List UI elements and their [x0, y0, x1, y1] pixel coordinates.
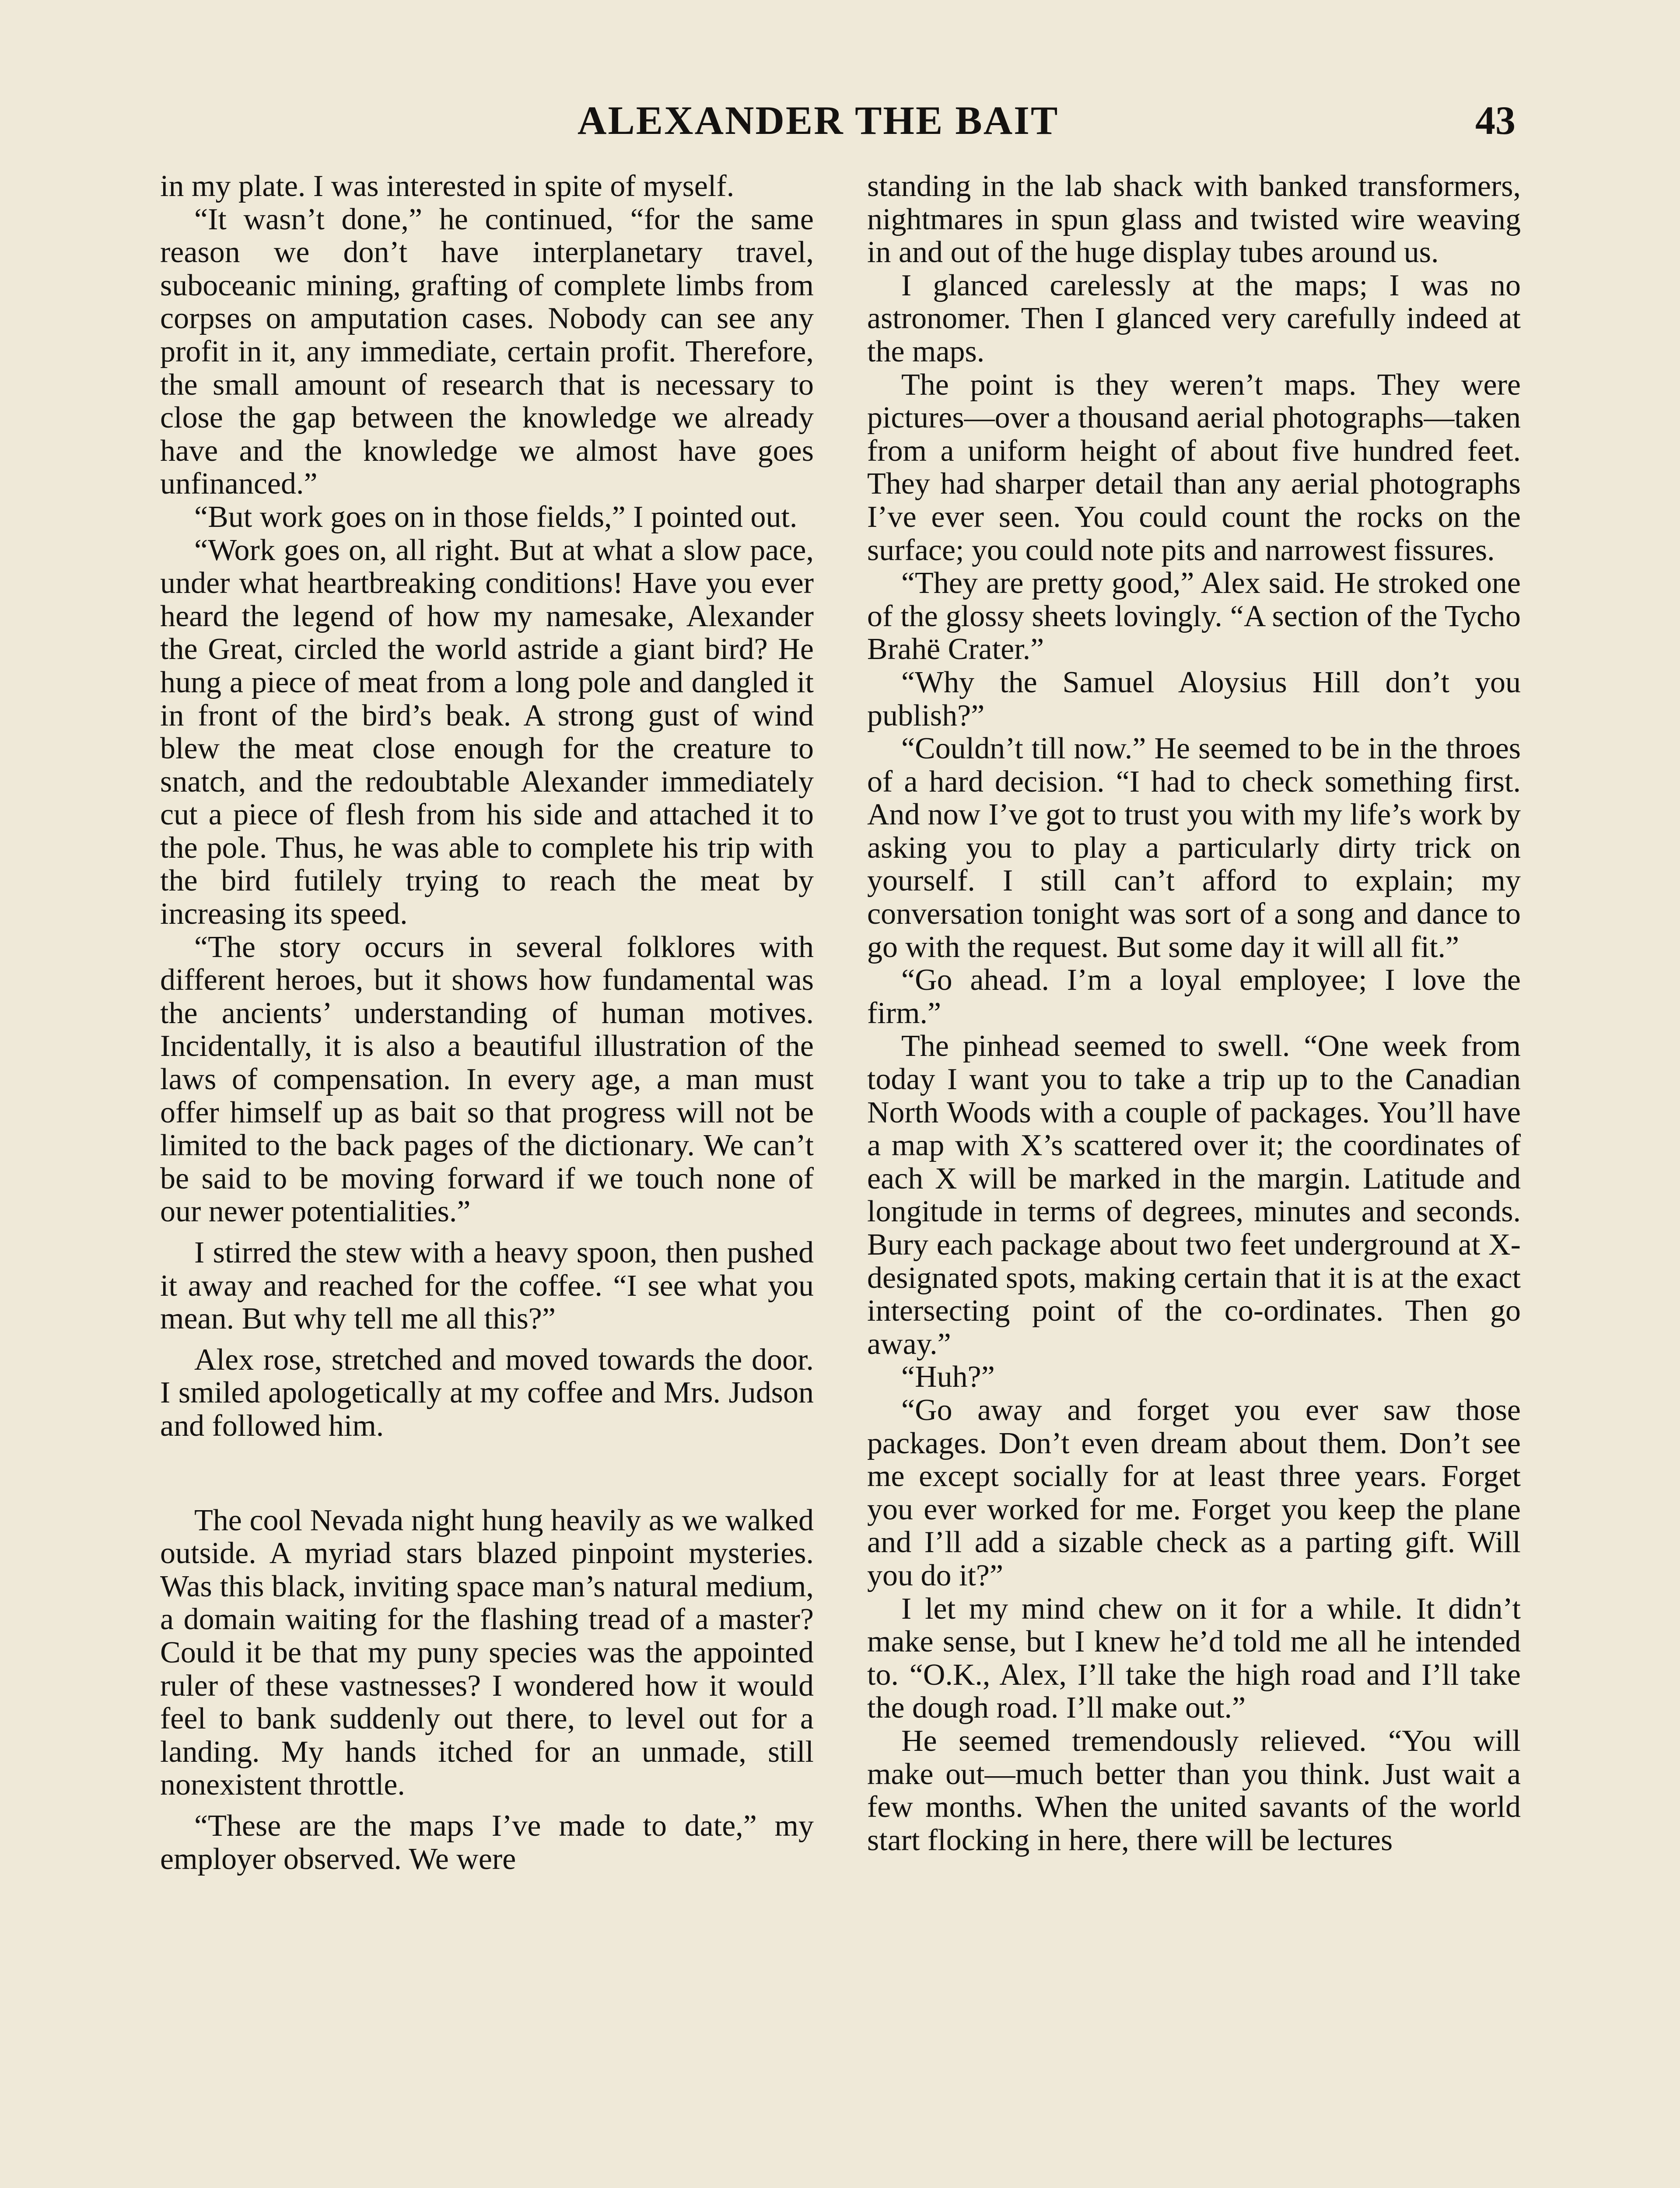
paragraph: The pinhead seemed to swell. “One week from today I want you to take a trip up to the Canadian North Woods with a couple of packages. You’ll have a map with X’s scattered over it; the coordinates of each X will be marked in the margin. Latitude and longitude in terms of degrees, minutes and seconds. Bury each package about two feet underground at X-designated spots, making certain that it is at the exact intersecting point of the co-ordinates. Then go away.” — [867, 1029, 1521, 1361]
paragraph: I glanced carelessly at the maps; I was no astronomer. Then I glanced very carefully indeed at the maps. — [867, 268, 1521, 368]
paragraph: standing in the lab shack with banked transformers, nightmares in spun glass and twisted wire weaving in and out of the huge display tubes around us. — [867, 169, 1521, 270]
paragraph: The point is they weren’t maps. They were pictures—over a thousand aerial photographs—taken from a uniform height of about five hundred feet. They had sharper detail than any aerial photographs I’ve ever seen. You could count the rocks on the surface; you could note pits and narrowest fissures. — [867, 368, 1521, 567]
left-text-column — [160, 170, 814, 1876]
paragraph: “It wasn’t done,” he continued, “for the same reason we don’t have interplanetary travel, suboceanic mining, grafting of complete limbs from corpses on amputation cases. Nobody can see any profit in it, any immediate, certain profit. Therefore, the small amount of research that is necessary to close the gap between the knowledge we already have and the knowledge we almost have goes unfinanced.” — [160, 202, 814, 501]
paragraph: “They are pretty good,” Alex said. He stroked one of the glossy sheets lovingly. “A section of the Tycho Brahë Crater.” — [867, 566, 1521, 666]
paragraph: “But work goes on in those fields,” I pointed out. — [194, 500, 798, 534]
paragraph: “Huh?” — [901, 1360, 995, 1394]
paragraph: “These are the maps I’ve made to date,” my employer observed. We were — [160, 1809, 814, 1876]
paragraph: Alex rose, stretched and moved towards the door. I smiled apologetically at my coffee and Mrs. Judson and followed him. — [160, 1343, 814, 1443]
paragraph: He seemed tremendously relieved. “You will make out—much better than you think. Just wait a few months. When the united savants of the world start flocking in here, there will be lectures — [867, 1724, 1521, 1857]
paragraph: I stirred the stew with a heavy spoon, then pushed it away and reached for the coffee. “I see what you mean. But why tell me all this?” — [160, 1236, 814, 1336]
paragraph: “Go ahead. I’m a loyal employee; I love the firm.” — [867, 963, 1521, 1030]
paragraph: The cool Nevada night hung heavily as we walked outside. A myriad stars blazed pinpoint mysteries. Was this black, inviting space man’s natural medium, a domain waiting for the flashing tread of a master? Could it be that my puny species was the appointed ruler of these vastnesses? I wondered how it would feel to bank suddenly out there, to level out for a landing. My hands itched for an unmade, still nonexistent throttle. — [160, 1503, 814, 1802]
paragraph: I let my mind chew on it for a while. It didn’t make sense, but I knew he’d told me all he intended to. “O.K., Alex, I’ll take the high road and I’ll take the dough road. I’ll make out.” — [867, 1592, 1521, 1725]
paragraph: “Go away and forget you ever saw those packages. Don’t even dream about them. Don’t see me except socially for at least three years. Forget you ever worked for me. Forget you keep the plane and I’ll add a sizable check as a parting gift. Will you do it?” — [867, 1393, 1521, 1592]
paragraph: “The story occurs in several folklores with different heroes, but it shows how fundamental was the ancients’ understanding of human motives. Incidentally, it is also a beautiful illustration of the laws of compensation. In every age, a man must offer himself up as bait so that progress will not be limited to the back pages of the dictionary. We can’t be said to be moving forward if we touch none of our newer potentialities.” — [160, 930, 814, 1229]
paragraph: “Why the Samuel Aloysius Hill don’t you publish?” — [867, 665, 1521, 733]
running-header-title: ALEXANDER THE BAIT — [578, 98, 1059, 143]
right-text-column — [867, 170, 1521, 1857]
page-number: 43 — [1475, 98, 1516, 143]
paragraph: “Couldn’t till now.” He seemed to be in the throes of a hard decision. “I had to check something first. And now I’ve got to trust you with my life’s work by asking you to play a particularly dirty trick on yourself. I still can’t afford to explain; my conversation tonight was sort of a song and dance to go with the request. But some day it will all fit.” — [867, 732, 1521, 964]
paragraph: “Work goes on, all right. But at what a slow pace, under what heartbreaking conditions! Have you ever heard the legend of how my namesake, Alexander the Great, circled the world astride a giant bird? He hung a piece of meat from a long pole and dangled it in front of the bird’s beak. A strong gust of wind blew the meat close enough for the creature to snatch, and the redoubtable Alexander immediately cut a piece of flesh from his side and attached it to the pole. Thus, he was able to complete his trip with the bird futilely trying to reach the meat by increasing its speed. — [160, 533, 814, 931]
paragraph: in my plate. I was interested in spite of myself. — [160, 169, 735, 203]
